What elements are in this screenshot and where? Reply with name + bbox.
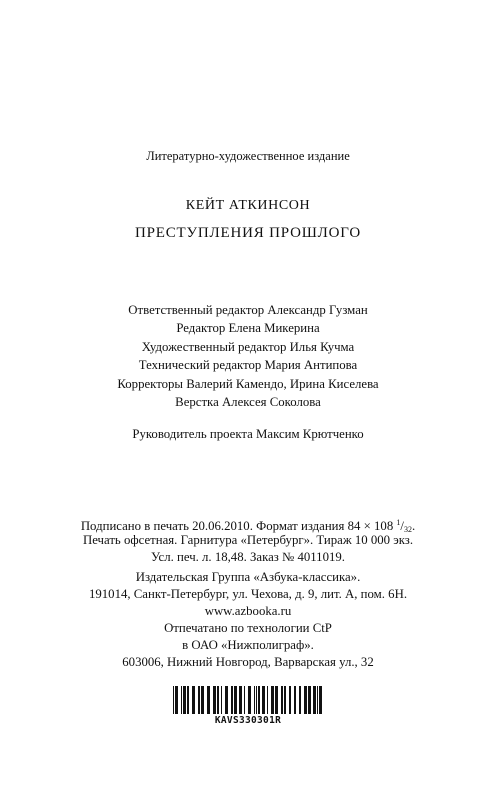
- barcode-bar: [281, 686, 283, 714]
- credit-line: Верстка Алексея Соколова: [175, 394, 321, 409]
- barcode-bar: [175, 686, 178, 714]
- print-info-line-1: [0, 514, 496, 532]
- barcode-bar: [244, 686, 245, 714]
- print-format-text: Подписано в печать 20.06.2010. Формат издания 84 × 108: [80, 519, 397, 533]
- printer-line-1: Отпечатано по технологии CtP: [164, 621, 332, 635]
- barcode-bar: [181, 686, 182, 714]
- barcode-bar: [207, 686, 210, 714]
- barcode-bar: [256, 686, 257, 714]
- author-name: КЕЙТ АТКИНСОН: [185, 198, 311, 213]
- print-info-line-3: Усл. печ. л. 18,48. Заказ № 4011019.: [151, 550, 345, 564]
- barcode-bar: [231, 686, 233, 714]
- barcode-bar: [213, 686, 216, 714]
- barcode-bar: [234, 686, 237, 714]
- barcode-bar: [313, 686, 316, 714]
- barcode-bar: [221, 686, 222, 714]
- barcode-bar: [284, 686, 286, 714]
- credit-line: Корректоры Валерий Камендо, Ирина Киселева: [117, 376, 379, 391]
- credit-line: Художественный редактор Илья Кучма: [141, 339, 355, 354]
- credits-block: [0, 301, 496, 444]
- book-title: ПРЕСТУПЛЕНИЯ ПРОШЛОГО: [135, 225, 361, 241]
- barcode: [0, 686, 496, 726]
- barcode-bar: [258, 686, 260, 714]
- publisher-address: 191014, Санкт-Петербург, ул. Чехова, д. 9, лит. А, пом. 6Н.: [88, 586, 408, 601]
- publisher-block: [0, 569, 496, 619]
- print-info-line-2: Печать офсетная. Гарнитура «Петербург». Тираж 10 000 экз.: [82, 532, 414, 547]
- barcode-bar: [254, 686, 255, 714]
- barcode-bar: [294, 686, 296, 714]
- format-fraction: $^1/_{32}$: [396, 518, 412, 534]
- genre-label: Литературно-художественное издание: [146, 149, 350, 163]
- barcode-bar: [289, 686, 291, 714]
- barcode-bar: [225, 686, 228, 714]
- barcode-image: [173, 686, 323, 714]
- barcode-bar: [239, 686, 242, 714]
- print-format-suffix: .: [411, 519, 416, 533]
- barcode-bar: [275, 686, 278, 714]
- barcode-bar: [173, 686, 174, 714]
- printer-line-2: в ОАО «Нижполиграф».: [182, 637, 314, 652]
- printer-line-3: 603006, Нижний Новгород, Варварская ул., 32: [122, 654, 374, 669]
- fraction-denominator: 32: [403, 525, 412, 534]
- barcode-bar: [183, 686, 186, 714]
- barcode-code: KAVS330301R: [214, 715, 282, 726]
- barcode-bar: [271, 686, 274, 714]
- barcode-bar: [317, 686, 318, 714]
- publisher-name: Издательская Группа «Азбука-классика».: [135, 570, 361, 584]
- barcode-bar: [304, 686, 307, 714]
- credit-line: Редактор Елена Микерина: [176, 321, 320, 336]
- barcode-bar: [198, 686, 200, 714]
- barcode-bar: [308, 686, 311, 714]
- barcode-bar: [201, 686, 204, 714]
- barcode-bar: [192, 686, 195, 714]
- barcode-bar: [262, 686, 265, 714]
- print-info: [0, 514, 496, 567]
- fraction-numerator: 1: [396, 518, 401, 527]
- credit-line: Технический редактор Мария Антипова: [138, 358, 358, 373]
- publisher-website: www.azbooka.ru: [204, 603, 292, 618]
- barcode-bar: [187, 686, 189, 714]
- barcode-bar: [217, 686, 219, 714]
- barcode-bar: [319, 686, 322, 714]
- credit-line: Ответственный редактор Александр Гузман: [128, 303, 368, 317]
- printer-block: [0, 620, 496, 670]
- barcode-bar: [248, 686, 251, 714]
- barcode-bar: [299, 686, 301, 714]
- barcode-bar: [267, 686, 268, 714]
- project-leader: Руководитель проекта Максим Крютченко: [132, 427, 364, 442]
